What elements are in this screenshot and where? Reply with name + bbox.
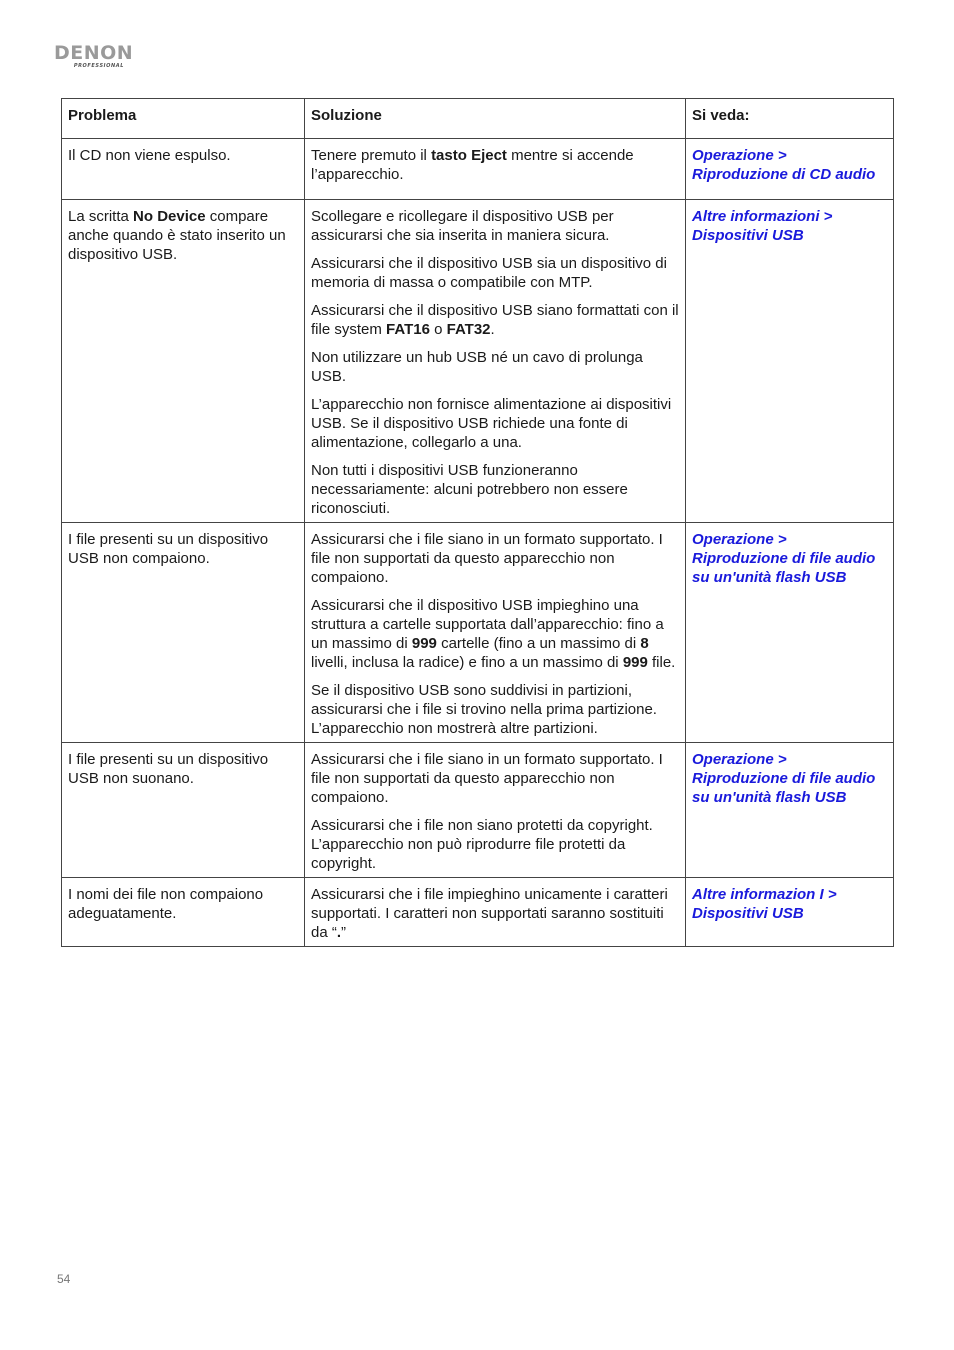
see-also-cell (686, 139, 894, 200)
denon-professional-logo (54, 44, 134, 69)
column-header-si-veda: Si veda: (686, 99, 894, 139)
problem-cell: I file presenti su un dispositivo USB non compaiono. (62, 523, 305, 743)
solution-paragraph: Assicurarsi che il dispositivo USB sia un dispositivo di memoria di massa o compatibile con MTP. (311, 255, 667, 291)
table-row (62, 200, 894, 523)
table-row (62, 139, 894, 200)
table-row (62, 523, 894, 743)
see-also-cell (686, 523, 894, 743)
solution-paragraph: Assicurarsi che i file siano in un formato supportato. I file non supportati da questo apparecchio non compaiono. (311, 531, 663, 586)
solution-paragraph: Assicurarsi che il dispositivo USB impieghino una struttura a cartelle supportata dall’apparecchio: fino a un massimo di 999 cartelle (fino a un massimo di 8 livelli, inclusa la radice) e fino a un massimo di 999 file. (311, 597, 676, 671)
solution-cell (305, 743, 686, 878)
problem-cell: La scritta No Device compare anche quando è stato inserito un dispositivo USB. (62, 200, 305, 523)
see-also-link[interactable]: Altre informazioni > Dispositivi USB (692, 208, 833, 244)
solution-paragraph: Non utilizzare un hub USB né un cavo di prolunga USB. (311, 349, 643, 385)
see-also-link[interactable]: Operazione > Riproduzione di file audio su un'unità flash USB (692, 531, 876, 586)
see-also-link[interactable]: Operazione > Riproduzione di file audio su un'unità flash USB (692, 751, 876, 806)
solution-paragraph: Assicurarsi che i file non siano protetti da copyright. L’apparecchio non può riprodurre file protetti da copyright. (311, 817, 653, 872)
column-header-problema: Problema (62, 99, 305, 139)
problem-cell: I nomi dei file non compaiono adeguatamente. (62, 878, 305, 947)
solution-paragraph: Scollegare e ricollegare il dispositivo USB per assicurarsi che sia inserita in maniera sicura. (311, 208, 614, 244)
solution-cell (305, 878, 686, 947)
table-row (62, 743, 894, 878)
problem-cell: I file presenti su un dispositivo USB non suonano. (62, 743, 305, 878)
solution-paragraph: Assicurarsi che il dispositivo USB siano formattati con il file system FAT16 o FAT32. (311, 302, 679, 338)
see-also-cell (686, 200, 894, 523)
solution-cell (305, 139, 686, 200)
problem-cell: Il CD non viene espulso. (62, 139, 305, 200)
solution-paragraph: Se il dispositivo USB sono suddivisi in partizioni, assicurarsi che i file si trovino nella prima partizione. L’apparecchio non mostrerà altre partizioni. (311, 682, 657, 737)
see-also-link[interactable]: Operazione > Riproduzione di CD audio (692, 147, 876, 183)
solution-cell (305, 523, 686, 743)
table-header-row (62, 99, 894, 139)
solution-paragraph: Non tutti i dispositivi USB funzioneranno necessariamente: alcuni potrebbero non essere riconosciuti. (311, 462, 628, 517)
troubleshooting-table (61, 98, 894, 947)
table-row (62, 878, 894, 947)
solution-paragraph: Tenere premuto il tasto Eject mentre si accende l’apparecchio. (311, 147, 634, 183)
solution-cell (305, 200, 686, 523)
solution-paragraph: Assicurarsi che i file impieghino unicamente i caratteri supportati. I caratteri non supportati saranno sostituiti da “.” (311, 886, 668, 941)
see-also-link[interactable]: Altre informazion I > Dispositivi USB (692, 886, 837, 922)
see-also-cell (686, 878, 894, 947)
page-number: 54 (57, 1272, 71, 1286)
logo-subbrand: PROFESSIONAL (73, 63, 124, 69)
logo-brand: DENON (54, 42, 134, 64)
solution-paragraph: L’apparecchio non fornisce alimentazione ai dispositivi USB. Se il dispositivo USB richiede una fonte di alimentazione, collegarlo a una. (311, 396, 672, 451)
see-also-cell (686, 743, 894, 878)
column-header-soluzione: Soluzione (305, 99, 686, 139)
solution-paragraph: Assicurarsi che i file siano in un formato supportato. I file non supportati da questo apparecchio non compaiono. (311, 751, 663, 806)
